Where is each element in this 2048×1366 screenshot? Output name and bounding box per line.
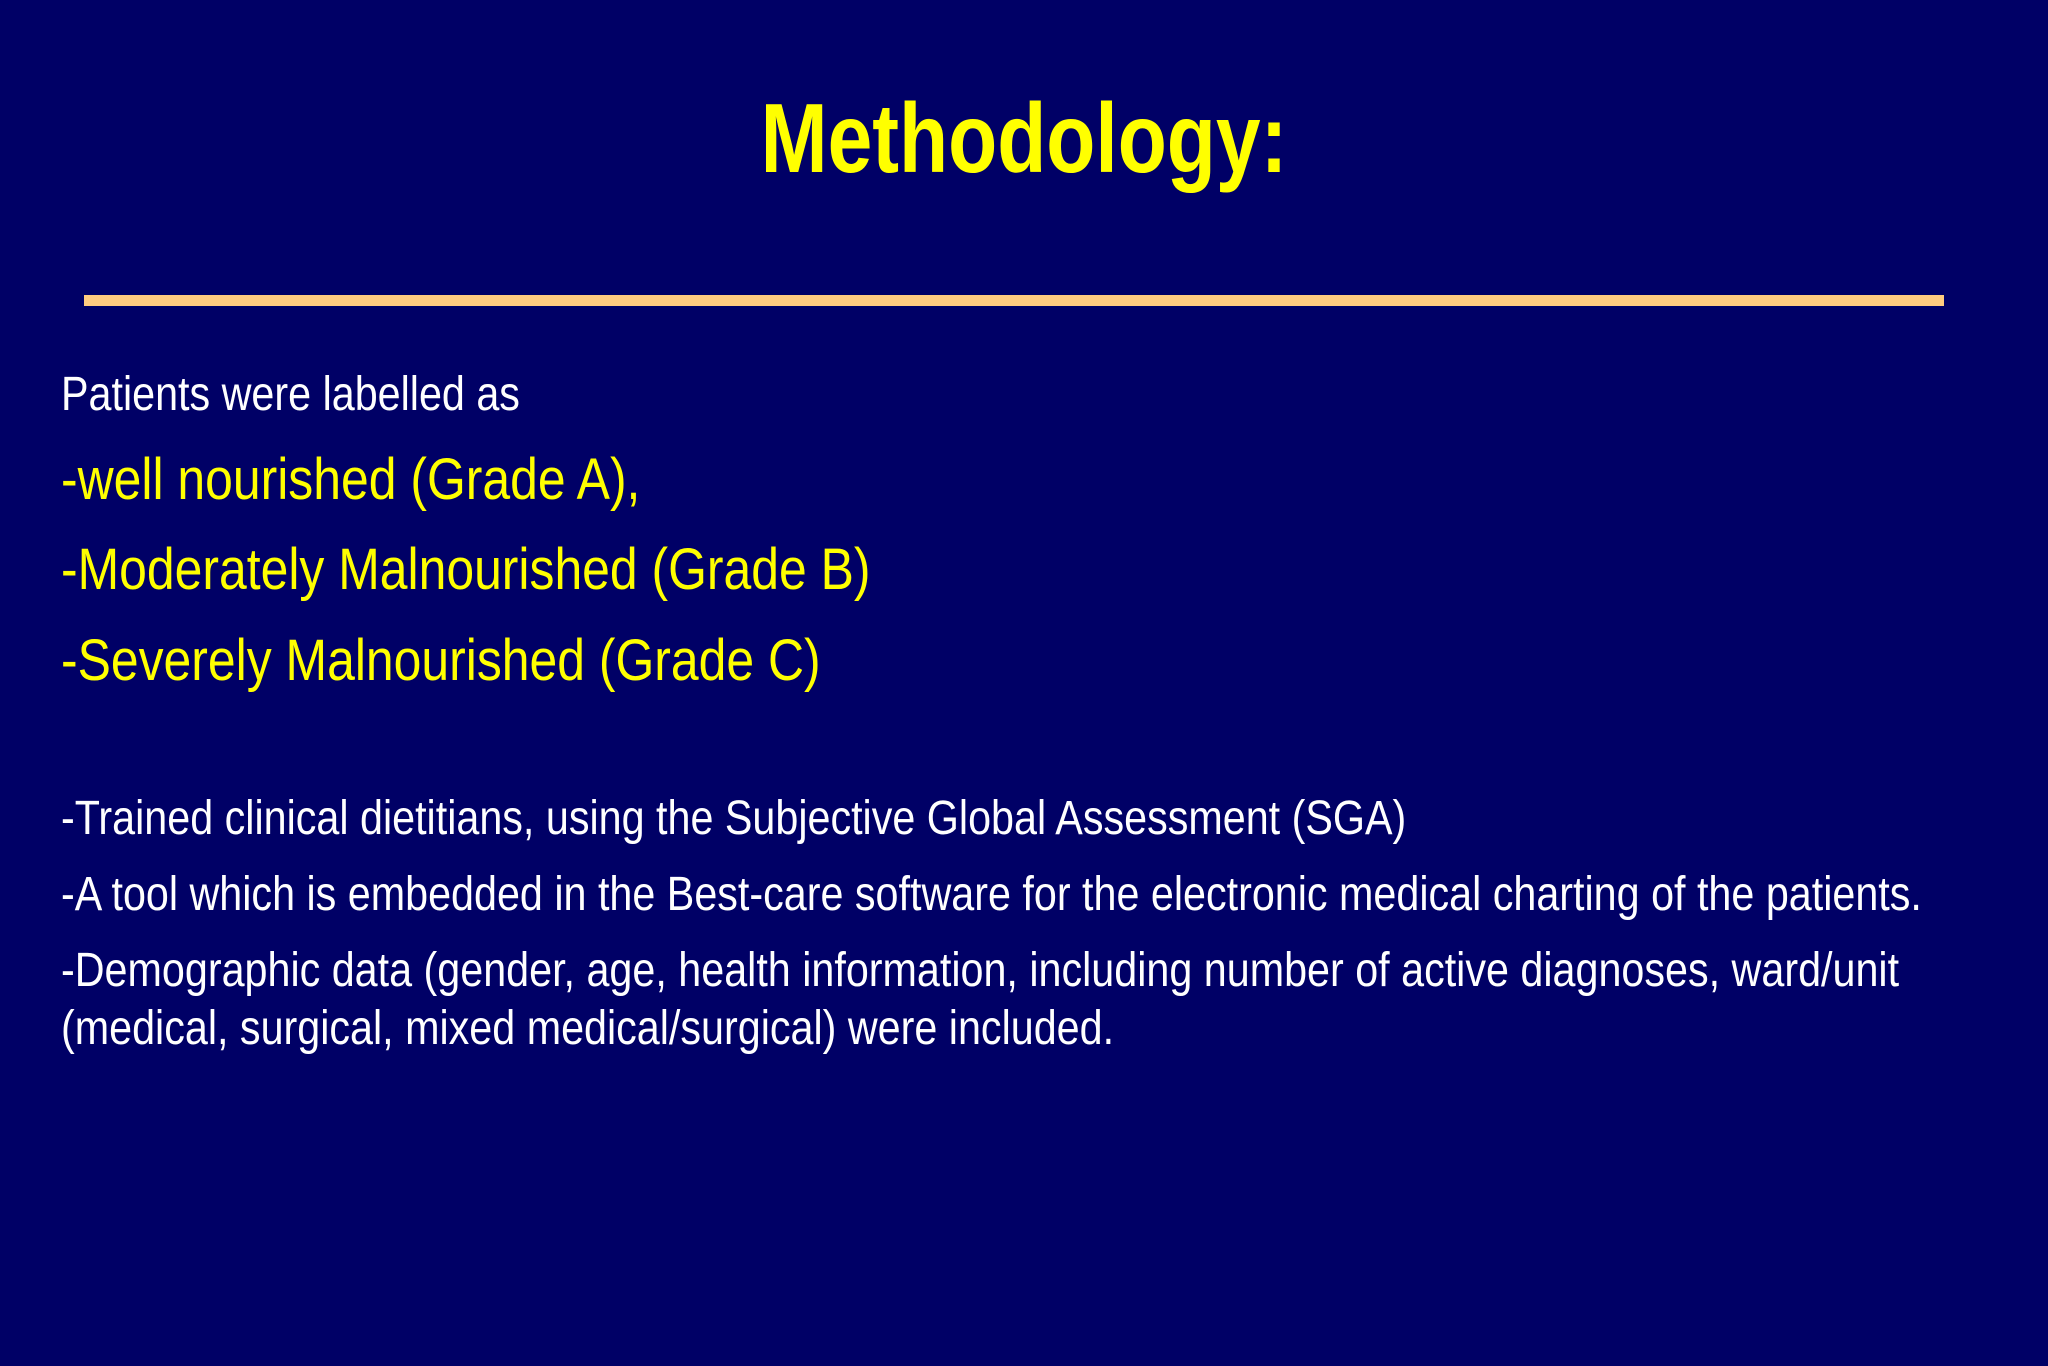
intro-text: Patients were labelled as (61, 368, 520, 421)
grade-b-item: -Moderately Malnourished (Grade B) (61, 537, 871, 602)
grade-c-item: -Severely Malnourished (Grade C) (61, 628, 821, 693)
detail-tool: -A tool which is embedded in the Best-care software for the electronic medical charting of the patients. (61, 868, 1922, 921)
detail-demographic-line-2: (medical, surgical, mixed medical/surgical) were included. (61, 1002, 1115, 1055)
slide-title: Methodology: (760, 83, 1288, 193)
grade-a-item: -well nourished (Grade A), (61, 447, 641, 512)
title-divider (84, 295, 1944, 306)
detail-dietitians: -Trained clinical dietitians, using the Subjective Global Assessment (SGA) (61, 792, 1407, 845)
detail-demographic-line-1: -Demographic data (gender, age, health information, including number of active diagnoses, ward/unit (61, 944, 1900, 997)
